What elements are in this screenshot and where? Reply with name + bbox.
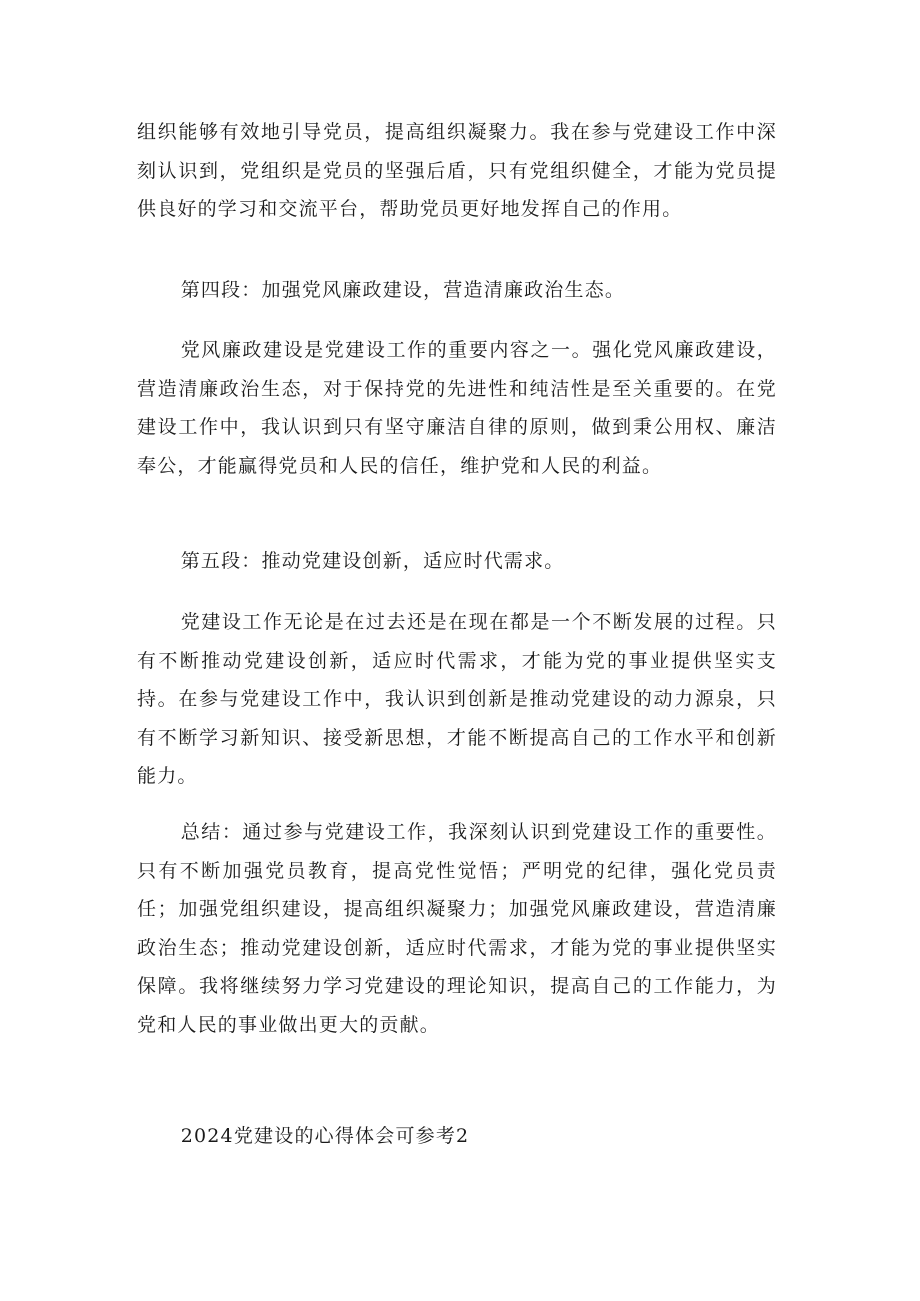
paragraph-summary: 总结：通过参与党建设工作，我深刻认识到党建设工作的重要性。只有不断加强党员教育，提高党性觉悟；严明党的纪律，强化党员责任；加强党组织建设，提高组织凝聚力；加强党风廉政建设，营造清廉政治生态；推动党建设创新，适应时代需求，才能为党的事业提供坚实保障。我将继续努力学习党建设的理论知识，提高自己的工作能力，为党和人民的事业做出更大的贡献。: [137, 821, 777, 1036]
paragraph-integrity: 党风廉政建设是党建设工作的重要内容之一。强化党风廉政建设，营造清廉政治生态，对于保持党的先进性和纯洁性是至关重要的。在党建设工作中，我认识到只有坚守廉洁自律的原则，做到秉公用权、廉洁奉公，才能赢得党员和人民的信任，维护党和人民的利益。: [137, 339, 777, 477]
next-article-title: 2024党建设的心得体会可参考2: [180, 1125, 470, 1147]
section-heading-four: 第四段：加强党风廉政建设，营造清廉政治生态。: [180, 279, 626, 301]
paragraph-continuation: 组织能够有效地引导党员，提高组织凝聚力。我在参与党建设工作中深刻认识到，党组织是党员的坚强后盾，只有党组织健全，才能为党员提供良好的学习和交流平台，帮助党员更好地发挥自己的作用。: [137, 121, 777, 220]
section-heading-five: 第五段：推动党建设创新，适应时代需求。: [180, 550, 565, 572]
paragraph-innovation: 党建设工作无论是在过去还是在现在都是一个不断发展的过程。只有不断推动党建设创新，适应时代需求，才能为党的事业提供坚实支持。在参与党建设工作中，我认识到创新是推动党建设的动力源泉，只有不断学习新知识、接受新思想，才能不断提高自己的工作水平和创新能力。: [137, 611, 777, 787]
